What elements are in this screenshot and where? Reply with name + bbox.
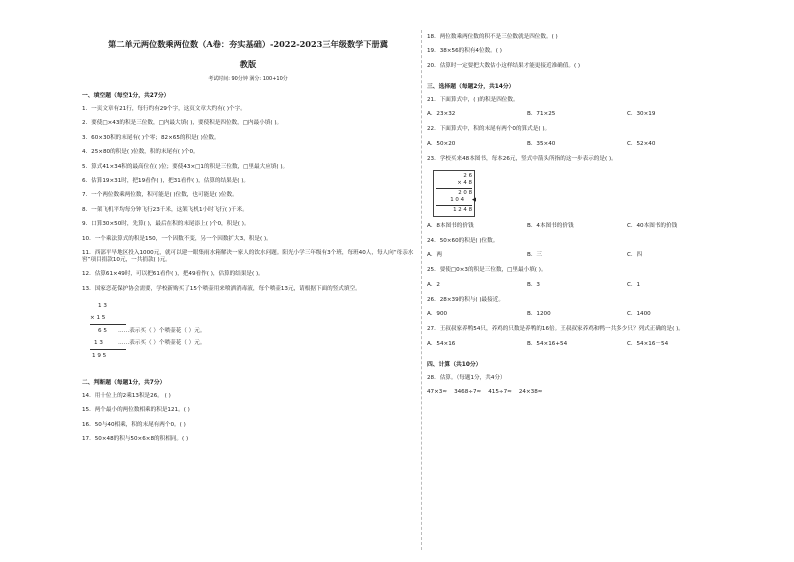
q23-rule (436, 205, 472, 206)
question-10: 10．一个乘法算式的积是150，一个因数不变，另一个因数扩大3，积是( )。 (82, 235, 272, 242)
options-22 (427, 141, 727, 148)
vertical-multiplication (90, 300, 414, 362)
option-a: A．54×16 (427, 340, 456, 347)
option-b: B．54×16+54 (527, 340, 568, 347)
question-6: 6．估算19×31时，把19看作( )，把31看作( )，估算的结果是( )。 (82, 177, 250, 184)
q23-line-3: 2 0 8 (458, 189, 472, 196)
vertical-n1: 1 3 (98, 303, 107, 310)
q23-rule (436, 188, 472, 189)
section-heading-choice: 三、选择题（每题2分，共14分） (427, 83, 515, 90)
options-21 (427, 111, 727, 118)
question-7: 7．一个两位数乘两位数，积可能是( )位数，也可能是( )位数。 (82, 192, 238, 199)
right-column (427, 34, 727, 396)
option-a: A．23×32 (427, 111, 456, 118)
question-15: 15．两个最小的两位数相乘的积是121。( ) (82, 407, 190, 414)
option-c: C．40本图书的价钱 (627, 222, 678, 229)
q23-line-1: 2 6 (463, 172, 472, 179)
question-20: 20．估算时一定要把大数估小这样结果才能更接近准确值。( ) (427, 62, 581, 69)
option-a: A．900 (427, 311, 448, 318)
section-heading-calc: 四、计算（共10分） (427, 361, 482, 368)
question-4: 4．25×80的积是( )位数，积的末尾有( )个0。 (82, 149, 199, 156)
question-17: 17．50×48的积与50×6×8的积相同。( ) (82, 436, 189, 443)
question-27: 27．王叔叔家养鸭54只，养鸡的只数是养鸭的16倍。王叔叔家养鸡和鸭一共多少只？列式正确的是( )。 (427, 326, 684, 333)
q23-arrow-row (436, 196, 476, 204)
question-22: 22．下面算式中，积的末尾有两个0的算式是( )。 (427, 126, 551, 133)
estimate-items (427, 389, 727, 396)
q23-line-5: 1 2 4 8 (453, 206, 472, 213)
question-19: 19．38×56的积有4位数。( ) (427, 48, 502, 55)
vertical-partial-2: 1 3 (94, 340, 103, 347)
question-13: 13．国家恋花保护协会需要，学校新购买了15个喷壶用来喷洒消毒液，每个喷壶13元，请根据下面的竖式填空。 (82, 285, 361, 292)
option-b: B．1200 (527, 311, 551, 318)
q23-line-2: × 4 8 (457, 179, 472, 186)
left-column (82, 34, 414, 451)
option-b: B．35×40 (527, 140, 556, 147)
option-b: B．三 (527, 252, 543, 259)
column-divider (421, 30, 422, 550)
options-26 (427, 311, 727, 318)
estimate-item: 47×3≈ (427, 388, 448, 395)
option-c: C．1 (627, 281, 641, 288)
question-12: 12．估算61×49时，可以把61看作( )，把49看作( )，估算的结果是( )。 (82, 271, 264, 278)
question-11: 11．西部平旱地区投入1000元，就可以建一眼集雨水箱解决一家人的饮水问题。阳光小学三年级有3个班，每班40人，每人向“母亲水窖”项目捐款10元，一共捐款( )元。 (82, 249, 414, 263)
question-14: 14．用十位上的2乘13积是26。 ( ) (82, 393, 171, 400)
option-b: B．71×25 (527, 111, 556, 118)
option-c: C．1400 (627, 311, 651, 318)
vertical-partial-2-note: ……表示买（ ）个喷壶花（ ）元。 (118, 340, 206, 347)
vertical-partial-1-note: ……表示买（ ）个喷壶花（ ）元。 (118, 328, 206, 335)
q23-line-4: 1 0 4 (450, 196, 464, 203)
exam-info: 考试时间: 90分钟 满分: 100+10分 (208, 76, 288, 82)
option-c: C．四 (627, 252, 643, 259)
question-3: 3．60×30积的末尾有( )个零；82×65的积是( )位数。 (82, 134, 220, 141)
option-a: A．两 (427, 252, 443, 259)
option-c: C．30×19 (627, 111, 656, 118)
q23-vertical-calculation (433, 170, 475, 217)
option-a: A．50×20 (427, 140, 456, 147)
vertical-n2: × 1 5 (90, 315, 106, 322)
option-b: B．3 (527, 281, 540, 288)
question-2: 2．要使□×43的积是三位数，□内最大填( )，要使积是四位数，□内最小填( )。 (82, 120, 283, 127)
question-5: 5．算式41×34积的最高位在( )位；要使43×□1的积是三位数，□里最大应填( )。 (82, 163, 289, 170)
question-26: 26．28×39的积与( )最接近。 (427, 296, 504, 303)
question-18: 18．两位数乘两位数的积不是三位数就是四位数。( ) (427, 34, 558, 40)
estimate-item: 24×38≈ (518, 388, 543, 395)
question-25: 25．要使□0×3的积是三位数，□里最小填( )。 (427, 267, 547, 274)
option-c: C．54×16－54 (627, 340, 669, 347)
vertical-total: 1 9 5 (92, 353, 107, 360)
exam-title-line2: 教版 (239, 59, 257, 69)
options-23 (427, 223, 727, 230)
question-28: 28．估算。（每题1分，共4分） (427, 374, 506, 381)
option-a: A．8本图书的价钱 (427, 222, 474, 229)
exam-title: 第二单元两位数乘两位数（A卷：夯实基础）-2022-2023三年级数学下册冀 (108, 39, 388, 49)
question-16: 16．50与40相乘，积的末尾有两个0。( ) (82, 421, 186, 428)
question-21: 21．下面算式中，( )的积是四位数。 (427, 96, 519, 103)
option-b: B．4本图书的价钱 (527, 222, 574, 229)
question-1: 1．一页文章有21行，每行约有29个字，这页文章大约有( )个字。 (82, 106, 246, 112)
left-arrow-icon: ◀ (471, 196, 476, 203)
option-c: C．52×40 (627, 140, 656, 147)
estimate-item: 415÷7≈ (488, 388, 512, 395)
question-8: 8．一架飞机平均每分钟飞行23千米，这架飞机1小时飞行( )千米。 (82, 206, 248, 213)
section-heading-fill: 一、填空题（每空1分，共27分） (82, 93, 170, 99)
options-25 (427, 282, 727, 289)
question-24: 24．50×60的积是( )位数。 (427, 237, 499, 244)
option-a: A．2 (427, 281, 440, 288)
options-24 (427, 252, 727, 259)
vertical-partial-1: 6 5 (98, 328, 107, 335)
question-23: 23．学校买来48本图书，每本26元，竖式中箭头所指的这一步表示的是( )。 (427, 155, 617, 162)
question-9: 9．口算30×50时，先算( )，最后在积的末尾添上( )个0，积是( )。 (82, 221, 250, 228)
options-27 (427, 341, 727, 348)
estimate-item: 3468÷7≈ (454, 388, 482, 395)
section-heading-judge: 二、判断题（每题1分，共7分） (82, 380, 166, 387)
